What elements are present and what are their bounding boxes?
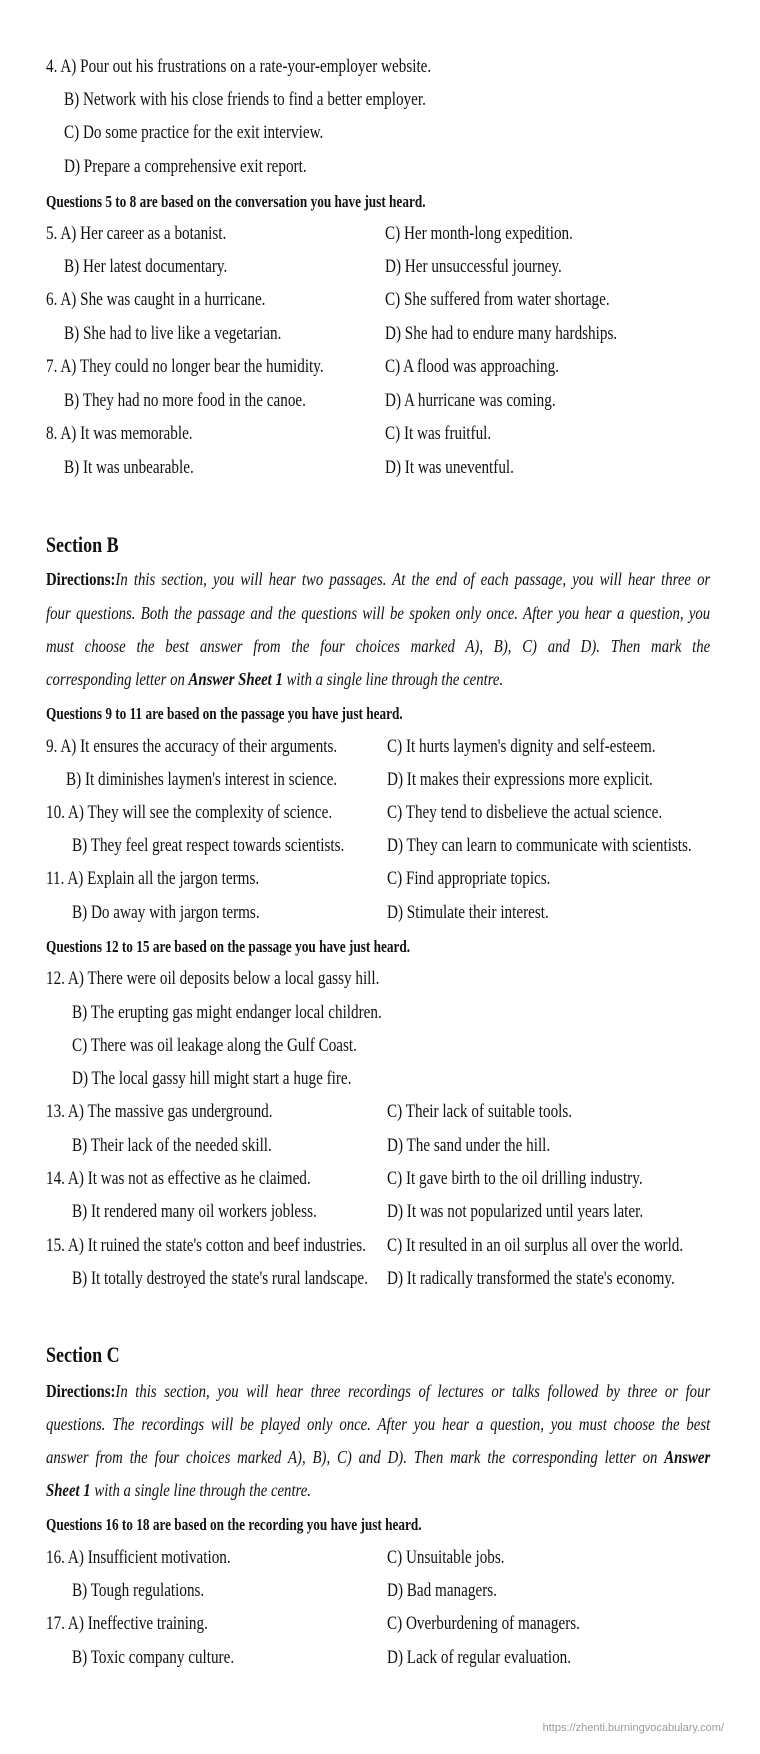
q11-option-c: C) Find appropriate topics. — [387, 869, 551, 889]
q10-option-a: 10. A) They will see the complexity of science. — [46, 803, 333, 823]
q9-option-d: D) It makes their expressions more explicit. — [387, 770, 653, 790]
q10-option-c: C) They tend to disbelieve the actual science. — [387, 803, 663, 823]
q17-option-d: D) Lack of regular evaluation. — [387, 1648, 572, 1668]
q15-option-d: D) It radically transformed the state's economy. — [387, 1269, 675, 1289]
answer-sheet-ref: Sheet 1 — [46, 1480, 91, 1500]
directions-text: with a single line through the centre. — [286, 669, 504, 689]
directions-text: answer from the four choices marked A), B), C) and D). Then mark the corresponding letter on — [46, 1447, 658, 1467]
q6-option-b: B) She had to live like a vegetarian. — [64, 324, 282, 344]
q16-option-d: D) Bad managers. — [387, 1581, 497, 1601]
q6-option-c: C) She suffered from water shortage. — [385, 290, 610, 310]
q12-option-c: C) There was oil leakage along the Gulf Coast. — [72, 1036, 357, 1056]
q4-option-a: 4. A) Pour out his frustrations on a rate-your-employer website. — [46, 57, 432, 77]
q4-option-b: B) Network with his close friends to find a better employer. — [64, 90, 426, 110]
q7-option-b: B) They had no more food in the canoe. — [64, 391, 306, 411]
directions-label: Directions: — [46, 1381, 116, 1401]
q8-option-a: 8. A) It was memorable. — [46, 424, 193, 444]
q5-option-b: B) Her latest documentary. — [64, 257, 228, 277]
q6-option-a: 6. A) She was caught in a hurricane. — [46, 290, 266, 310]
directions-text: corresponding letter on — [46, 669, 185, 689]
q8-option-d: D) It was uneventful. — [385, 458, 514, 478]
q16-option-a: 16. A) Insufficient motivation. — [46, 1548, 231, 1568]
q17-option-b: B) Toxic company culture. — [72, 1648, 235, 1668]
q7-option-a: 7. A) They could no longer bear the humidity. — [46, 357, 324, 377]
q8-option-b: B) It was unbearable. — [64, 458, 194, 478]
q15-option-c: C) It resulted in an oil surplus all over the world. — [387, 1236, 684, 1256]
q10-option-d: D) They can learn to communicate with scientists. — [387, 836, 692, 856]
q14-option-a: 14. A) It was not as effective as he claimed. — [46, 1169, 311, 1189]
q17-option-a: 17. A) Ineffective training. — [46, 1614, 208, 1634]
q7-option-c: C) A flood was approaching. — [385, 357, 560, 377]
q6-option-d: D) She had to endure many hardships. — [385, 324, 618, 344]
section-b-directions-line — [46, 667, 710, 691]
question-group-heading: Questions 9 to 11 are based on the passage you have just heard. — [46, 704, 403, 723]
q4-option-c: C) Do some practice for the exit interview. — [64, 123, 324, 143]
q14-option-c: C) It gave birth to the oil drilling industry. — [387, 1169, 643, 1189]
q14-option-d: D) It was not popularized until years later. — [387, 1202, 644, 1222]
q5-option-a: 5. A) Her career as a botanist. — [46, 224, 227, 244]
section-b-directions-line: four questions. Both the passage and the questions will be spoken only once. After you hear a question, you — [46, 603, 711, 623]
q4-option-d: D) Prepare a comprehensive exit report. — [64, 157, 307, 177]
section-c-directions-line — [46, 1379, 710, 1403]
q5-option-d: D) Her unsuccessful journey. — [385, 257, 562, 277]
section-c-title: Section C — [46, 1342, 120, 1367]
answer-sheet-ref: Answer Sheet 1 — [188, 669, 283, 689]
q12-option-b: B) The erupting gas might endanger local children. — [72, 1003, 382, 1023]
q15-option-a: 15. A) It ruined the state's cotton and beef industries. — [46, 1236, 366, 1256]
answer-sheet-ref: Answer — [664, 1447, 711, 1467]
q5-option-c: C) Her month-long expedition. — [385, 224, 573, 244]
q17-option-c: C) Overburdening of managers. — [387, 1614, 580, 1634]
q9-option-b: B) It diminishes laymen's interest in science. — [66, 770, 338, 790]
q14-option-b: B) It rendered many oil workers jobless. — [72, 1202, 317, 1222]
section-c-directions-line — [46, 1478, 710, 1502]
question-group-heading: Questions 16 to 18 are based on the recording you have just heard. — [46, 1515, 422, 1534]
q12-option-d: D) The local gassy hill might start a huge fire. — [72, 1069, 352, 1089]
question-group-heading: Questions 12 to 15 are based on the passage you have just heard. — [46, 937, 411, 956]
directions-text: with a single line through the centre. — [94, 1480, 311, 1500]
q16-option-c: C) Unsuitable jobs. — [387, 1548, 505, 1568]
q9-option-c: C) It hurts laymen's dignity and self-esteem. — [387, 737, 656, 757]
section-b-directions-line — [46, 567, 710, 591]
q12-option-a: 12. A) There were oil deposits below a local gassy hill. — [46, 969, 380, 989]
q7-option-d: D) A hurricane was coming. — [385, 391, 556, 411]
q10-option-b: B) They feel great respect towards scientists. — [72, 836, 345, 856]
directions-label: Directions: — [46, 569, 116, 589]
q13-option-b: B) Their lack of the needed skill. — [72, 1136, 272, 1156]
directions-text: In this section, you will hear two passages. At the end of each passage, you will hear three or — [115, 569, 711, 589]
source-watermark: https://zhenti.burningvocabulary.com/ — [542, 1722, 724, 1734]
q13-option-a: 13. A) The massive gas underground. — [46, 1102, 273, 1122]
q13-option-d: D) The sand under the hill. — [387, 1136, 551, 1156]
section-c-directions-line: questions. The recordings will be played only once. After you hear a question, you must choose the best — [46, 1414, 711, 1434]
section-c-directions-line — [46, 1445, 710, 1469]
q11-option-d: D) Stimulate their interest. — [387, 903, 549, 923]
q13-option-c: C) Their lack of suitable tools. — [387, 1102, 573, 1122]
q16-option-b: B) Tough regulations. — [72, 1581, 205, 1601]
q15-option-b: B) It totally destroyed the state's rural landscape. — [72, 1269, 368, 1289]
section-b-title: Section B — [46, 532, 119, 557]
question-group-heading: Questions 5 to 8 are based on the conversation you have just heard. — [46, 192, 426, 211]
q11-option-b: B) Do away with jargon terms. — [72, 903, 260, 923]
q8-option-c: C) It was fruitful. — [385, 424, 492, 444]
q9-option-a: 9. A) It ensures the accuracy of their arguments. — [46, 737, 338, 757]
directions-text: In this section, you will hear three recordings of lectures or talks followed by three or four — [115, 1381, 711, 1401]
q11-option-a: 11. A) Explain all the jargon terms. — [46, 869, 260, 889]
section-b-directions-line: must choose the best answer from the four choices marked A), B), C) and D). Then mark the — [46, 636, 711, 656]
